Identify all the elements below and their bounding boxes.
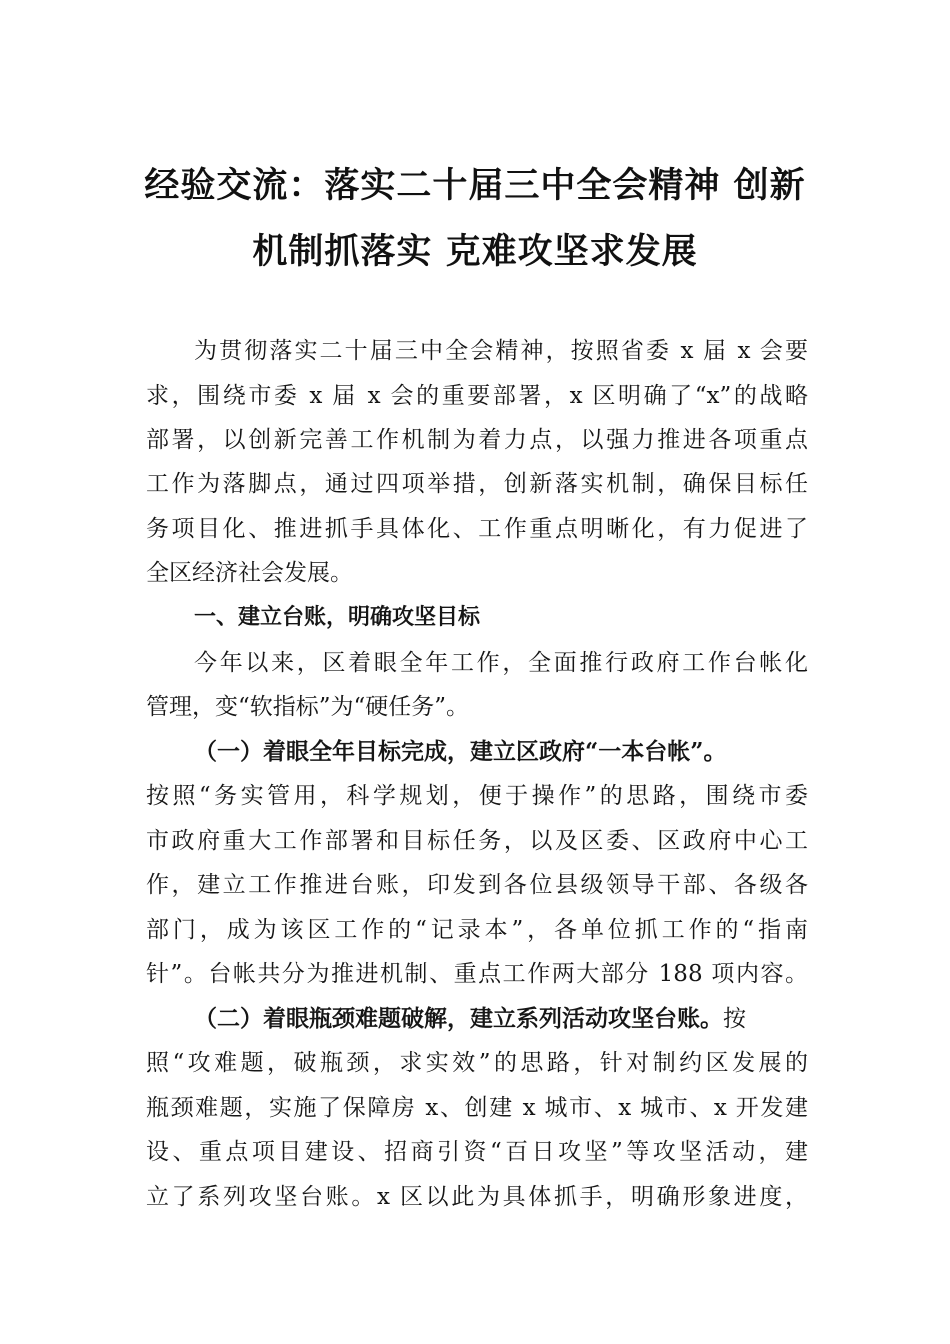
document-title-line-1: 经验交流：落实二十届三中全会精神 创新	[144, 166, 806, 206]
subsection-2-first-line	[194, 1004, 808, 1034]
subsection-2-line-1: 照“攻难题，破瓶颈，求实效”的思路，针对制约区发展的	[146, 1050, 808, 1076]
intro-line-6: 全区经济社会发展。	[146, 560, 353, 586]
section-1-lead-line-1: 今年以来，区着眼全年工作，全面推行政府工作台帐化	[194, 650, 808, 676]
intro-line-5: 务项目化、推进抓手具体化、工作重点明晰化，有力促进了	[146, 516, 808, 542]
subsection-2-line-4: 立了系列攻坚台账。x 区以此为具体抓手，明确形象进度，	[146, 1184, 808, 1210]
subsection-1-line-5: 针”。台帐共分为推进机制、重点工作两大部分 188 项内容。	[146, 961, 808, 987]
section-1-heading: 一、建立台账，明确攻坚目标	[194, 605, 481, 630]
subsection-1-line-4: 部门，成为该区工作的“记录本”，各单位抓工作的“指南	[146, 917, 808, 943]
intro-line-1: 为贯彻落实二十届三中全会精神，按照省委 x 届 x 会要	[194, 338, 808, 364]
subsection-2-heading: （二）着眼瓶颈难题破解，建立系列活动攻坚台账。	[194, 1005, 723, 1032]
subsection-1-heading: （一）着眼全年目标完成，建立区政府“一本台帐”。	[194, 738, 727, 765]
intro-line-4: 工作为落脚点，通过四项举措，创新落实机制，确保目标任	[146, 471, 808, 497]
subsection-1-line-1: 按照“务实管用，科学规划，便于操作”的思路，围绕市委	[146, 783, 808, 809]
subsection-2-line-2: 瓶颈难题，实施了保障房 x、创建 x 城市、x 城市、x 开发建	[146, 1095, 808, 1121]
subsection-2-line-3: 设、重点项目建设、招商引资“百日攻坚”等攻坚活动，建	[146, 1139, 808, 1165]
document-title-line-2: 机制抓落实 克难攻坚求发展	[252, 232, 698, 272]
section-1-lead-line-2: 管理，变“软指标”为“硬任务”。	[146, 694, 470, 720]
subsection-2-heading-tail: 按	[723, 1006, 746, 1032]
subsection-1-line-3: 作，建立工作推进台账，印发到各位县级领导干部、各级各	[146, 872, 808, 898]
intro-line-2: 求，围绕市委 x 届 x 会的重要部署，x 区明确了“x”的战略	[146, 383, 808, 409]
subsection-1-line-2: 市政府重大工作部署和目标任务，以及区委、区政府中心工	[146, 828, 808, 854]
intro-line-3: 部署，以创新完善工作机制为着力点，以强力推进各项重点	[146, 427, 808, 453]
